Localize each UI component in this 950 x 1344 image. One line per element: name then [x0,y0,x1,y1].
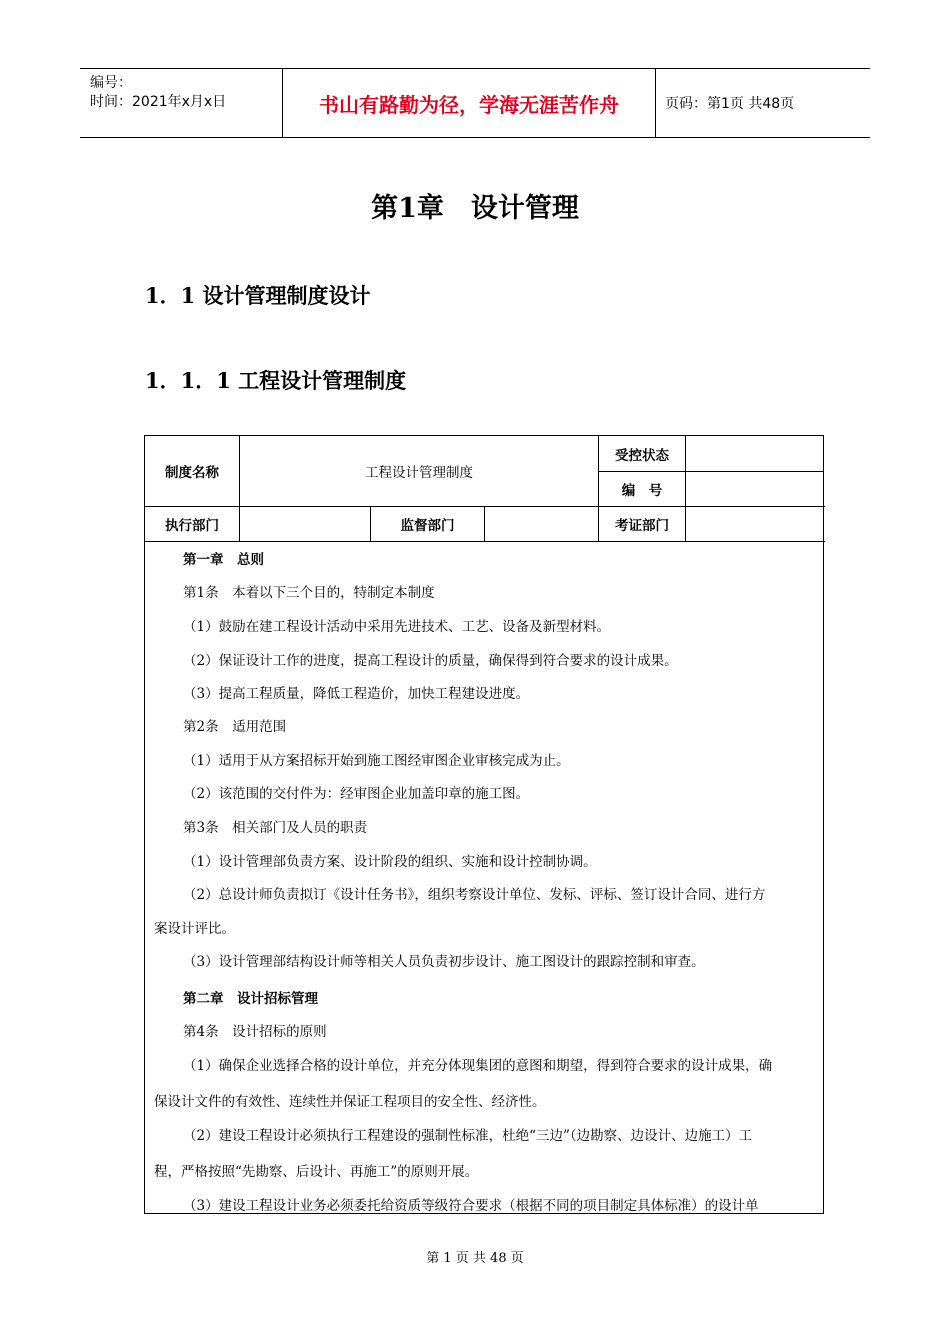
article-1-item-1: （1）鼓励在建工程设计活动中采用先进技术、工艺、设备及新型材料。 [183,619,611,635]
page-footer: 第 1 页 共 48 页 [426,1251,524,1266]
number-label: 编号： [90,75,132,91]
article-3-item-2-line-2: 案设计评比。 [154,921,235,937]
article-4-item-1-line-2: 保设计文件的有效性、连续性并保证工程项目的安全性、经济性。 [154,1094,546,1110]
policy-table [144,435,824,1214]
supervise-dept-label: 监督部门 [400,518,455,534]
article-4: 第4条 设计招标的原则 [183,1024,327,1040]
article-1-item-2: （2）保证设计工作的进度，提高工程设计的质量，确保得到符合要求的设计成果。 [183,653,678,669]
article-3-item-3: （3）设计管理部结构设计师等相关人员负责初步设计、施工图设计的跟踪控制和审查。 [183,954,705,970]
control-status-label: 受控状态 [615,447,669,464]
number-field-label: 编 号 [621,483,663,499]
chapter-title: 第1章 设计管理 [371,193,579,224]
chapter-2-heading: 第二章 设计招标管理 [183,991,318,1007]
article-1-item-3: （3）提高工程质量，降低工程造价，加快工程建设进度。 [183,686,530,702]
article-2: 第2条 适用范围 [183,719,287,735]
subsection-title: 1．1．1 工程设计管理制度 [145,368,407,393]
name-label: 制度名称 [165,465,219,481]
time-label: 时间：2021年x月x日 [90,94,227,110]
header-meta [80,69,282,137]
article-3: 第3条 相关部门及人员的职责 [183,820,368,836]
article-2-item-1: （1）适用于从方案招标开始到施工图经审图企业审核完成为止。 [183,753,570,769]
page-header [80,68,870,138]
section-title: 1．1 设计管理制度设计 [145,283,371,308]
verify-dept-label: 考证部门 [615,518,669,534]
exec-dept-label: 执行部门 [165,518,219,534]
header-page-info: 页码：第1页 共48页 [665,96,795,112]
control-status-value [686,436,824,471]
chapter-1-heading: 第一章 总则 [183,552,264,568]
article-3-item-2-line-1: （2）总设计师负责拟订《设计任务书》，组织考察设计单位、发标、评标、签订设计合同、进行方 [183,887,766,903]
article-4-item-3-line-1: （3）建设工程设计业务必须委托给资质等级符合要求（根据不同的项目制定具体标准）的设计单 [183,1198,759,1214]
article-1: 第1条 本着以下三个目的，特制定本制度 [183,585,435,601]
article-2-item-2: （2）该范围的交付件为：经审图企业加盖印章的施工图。 [183,786,530,802]
article-4-item-2-line-1: （2）建设工程设计必须执行工程建设的强制性标准，杜绝“三边”（边勘察、边设计、边施工）工 [183,1128,753,1144]
article-4-item-1-line-1: （1）确保企业选择合格的设计单位，并充分体现集团的意图和期望，得到符合要求的设计成果，确 [183,1058,773,1074]
number-field-value [686,472,824,506]
article-3-item-1: （1）设计管理部负责方案、设计阶段的组织、实施和设计控制协调。 [183,854,597,870]
header-motto: 书山有路勤为径，学海无涯苦作舟 [282,69,656,137]
name-value: 工程设计管理制度 [365,465,473,481]
article-4-item-2-line-2: 程，严格按照“先勘察、后设计、再施工”的原则开展。 [154,1164,479,1180]
